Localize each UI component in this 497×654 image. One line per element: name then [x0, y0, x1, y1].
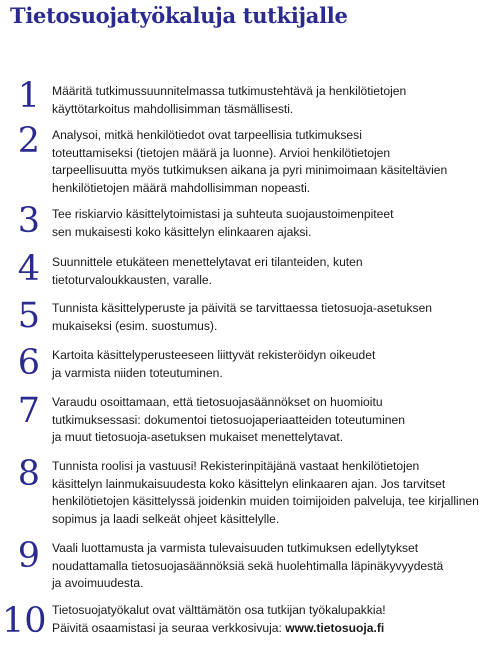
item-text-line: henkilötietojen määrä mahdollisimman nopeasti. — [52, 180, 311, 195]
item-text-line: Varaudu osoittamaan, että tietosuojasäännökset on huomioitu — [52, 395, 383, 409]
item-text-line: Suunnittele etukäteen menettelytavat eri tilanteiden, kuten — [52, 255, 363, 269]
item-number: 7 — [17, 391, 40, 431]
item-text-line: mukaiseksi (esim. suostumus). — [52, 318, 218, 333]
item-text — [52, 127, 492, 197]
item-text — [52, 83, 492, 118]
item-text-line: sopimus ja laadi selkeät ohjeet käsittelylle. — [52, 511, 280, 526]
item-number: 5 — [17, 296, 40, 336]
item-text-line: Kartoita käsittelyperusteeseen liittyvät rekisteröidyn oikeudet — [52, 348, 376, 362]
website-link[interactable]: www.tietosuoja.fi — [285, 620, 385, 635]
item-text-line: käsittelyn lainmukaisuudesta koko käsittelyn elinkaaren ajan. Jos tarvitset — [52, 476, 446, 491]
item-text — [52, 458, 492, 528]
item-text-line: Tunnista käsittelyperuste ja päivitä se tarvittaessa tietosuoja-asetuksen — [52, 301, 433, 315]
item-text-line: ja varmista niiden toteutuminen. — [52, 365, 223, 380]
item-text-line: Vaali luottamusta ja varmista tulevaisuuden tutkimuksen edellytykset — [52, 541, 419, 555]
item-text-prefix: Päivitä osaamistasi ja seuraa verkkosivuja: — [52, 620, 286, 635]
item-text — [52, 394, 492, 447]
item-number: 4 — [17, 249, 40, 289]
item-text — [52, 540, 492, 593]
item-text-line: Tunnista roolisi ja vastuusi! Rekisterinpitäjänä vastaat henkilötietojen — [52, 459, 420, 473]
item-text-line: sen mukaisesti koko käsittelyn elinkaaren ajaksi. — [52, 224, 312, 239]
item-text-line: toteuttamiseksi (tietojen määrä ja luonne). Arvioi henkilötietojen — [52, 145, 391, 160]
item-number: 3 — [17, 201, 40, 241]
item-text-line: Analysoi, mitkä henkilötiedot ovat tarpeellisia tutkimuksesi — [52, 128, 362, 142]
item-text-line: Tee riskiarvio käsittelytoimistasi ja suhteuta suojaustoimenpiteet — [52, 207, 394, 221]
item-text — [52, 602, 492, 637]
item-text-line: henkilötietojen käsittelyssä joidenkin muiden toimijoiden palveluja, tee kirjallinen — [52, 494, 479, 508]
page-title: Tietosuojatyökaluja tutkijalle — [10, 3, 348, 28]
item-text-line: noudattamalla tietosuojasäännöksiä sekä huolehtimalla läpinäkyvyydestä — [52, 558, 444, 573]
item-text-line: ja muut tietosuoja-asetuksen mukaiset menettelytavat. — [52, 430, 344, 444]
item-text-line: tutkimuksessasi: dokumentoi tietosuojaperiaatteiden toteutuminen — [52, 412, 405, 427]
item-text-line: Tietosuojatyökalut ovat välttämätön osa tutkijan työkalupakkia! — [52, 603, 386, 617]
item-number: 9 — [17, 536, 40, 576]
item-number: 8 — [17, 454, 40, 494]
item-text — [52, 347, 492, 382]
item-text-line — [52, 620, 492, 638]
item-text-line: tarpeellisuutta myös tutkimuksen aikana ja pyri minimoimaan käsiteltävien — [52, 163, 448, 177]
item-number: 2 — [17, 121, 40, 161]
item-text-line: ja avoimuudesta. — [52, 576, 144, 590]
item-text — [52, 300, 492, 335]
item-number: 1 — [17, 76, 40, 116]
item-text-line: käyttötarkoitus mahdollisimman täsmällisesti. — [52, 101, 294, 116]
item-text — [52, 254, 492, 289]
item-text-line: Määritä tutkimussuunnitelmassa tutkimustehtävä ja henkilötietojen — [52, 84, 407, 98]
item-text-line: tietoturvaloukkausten, varalle. — [52, 272, 212, 287]
item-number: 6 — [17, 343, 40, 383]
item-number: 10 — [2, 601, 47, 641]
item-text — [52, 206, 492, 241]
